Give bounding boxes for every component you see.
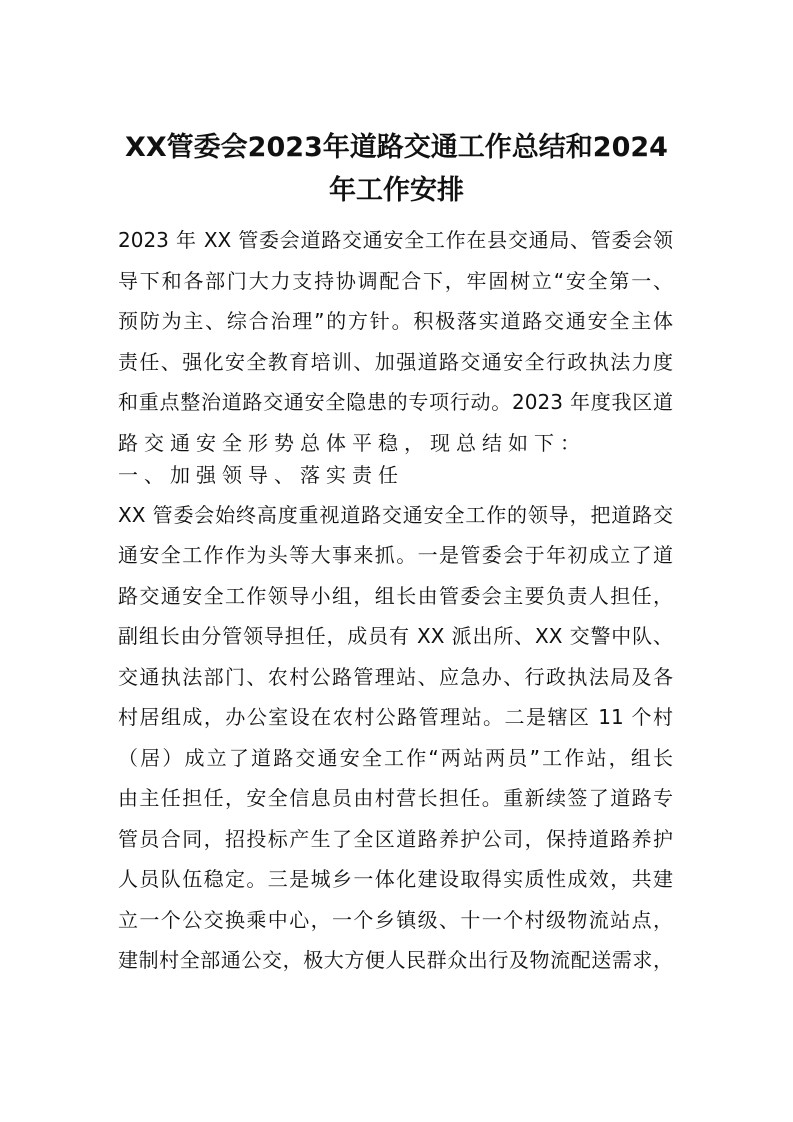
- body-text-line: 和重点整治道路交通安全隐患的专项行动。2023 年度我区道: [118, 390, 673, 414]
- body-text-line: 通安全工作作为头等大事来抓。一是管委会于年初成立了道: [118, 543, 673, 567]
- document-title: [0, 126, 793, 212]
- body-text-line: （居）成立了道路交通安全工作“两站两员”工作站，组长: [118, 745, 673, 770]
- body-text-line: 由主任担任，安全信息员由村营长担任。重新续签了道路专: [118, 786, 673, 810]
- body-text-line: 预防为主、综合治理”的方针。积极落实道路交通安全主体: [118, 309, 673, 333]
- document-body: [118, 220, 673, 981]
- body-text-line: 2023 年 XX 管委会道路交通安全工作在县交通局、管委会领: [118, 228, 673, 252]
- body-text-line: 建制村全部通公交，极大方便人民群众出行及物流配送需求，: [118, 948, 673, 972]
- body-text-line: 副组长由分管领导担任，成员有 XX 派出所、XX 交警中队、: [118, 624, 673, 648]
- body-text-line: 路交通安全工作领导小组，组长由管委会主要负责人担任，: [118, 583, 673, 608]
- body-text-line: 交通执法部门、农村公路管理站、应急办、行政执法局及各: [118, 664, 673, 689]
- body-text-line: 责任、强化安全教育培训、加强道路交通安全行政执法力度: [118, 349, 673, 374]
- body-text-line: 管员合同，招投标产生了全区道路养护公司，保持道路养护: [118, 826, 673, 851]
- body-text-line: XX 管委会始终高度重视道路交通安全工作的领导，把道路交: [118, 502, 673, 527]
- body-text-line: 路交通安全形势总体平稳，现总结如下：: [118, 430, 586, 455]
- title-line-2: 年工作安排: [329, 175, 464, 206]
- body-text-line: 人员队伍稳定。三是城乡一体化建设取得实质性成效，共建: [118, 867, 673, 891]
- body-text-line: 立一个公交换乘中心，一个乡镇级、十一个村级物流站点，: [118, 907, 673, 932]
- body-text-line: 村居组成，办公室设在农村公路管理站。二是辖区 11 个村: [118, 705, 673, 729]
- title-line-1: XX管委会2023年道路交通工作总结和2024: [125, 132, 668, 163]
- body-text-line: 导下和各部门大力支持协调配合下，牢固树立“安全第一、: [118, 268, 673, 293]
- section-heading: 一、加强领导、落实责任: [118, 463, 404, 487]
